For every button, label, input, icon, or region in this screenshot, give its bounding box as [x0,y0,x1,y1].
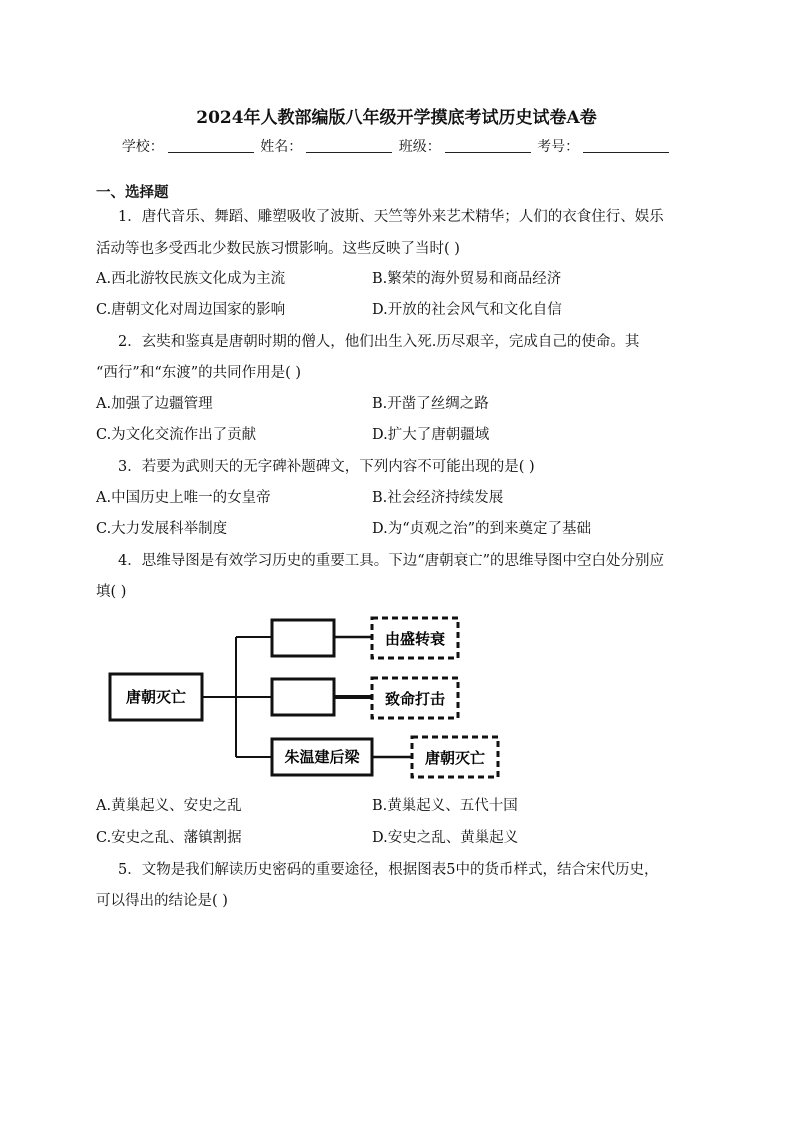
q4-option-a[interactable]: A.黄巢起义、安史之乱 [96,798,242,814]
q3-option-b[interactable]: B.社会经济持续发展 [372,490,504,506]
name-blank[interactable] [306,140,392,153]
student-info-row [0,136,793,156]
result-label-3: 唐朝灭亡 [424,749,486,767]
q2-option-b[interactable]: B.开凿了丝绸之路 [372,396,489,412]
result-label-2: 致命打击 [384,690,446,708]
q1-line1: 1．唐代音乐、舞蹈、雕塑吸收了波斯、天竺等外来艺术精华；人们的衣食住行、娱乐 [118,209,664,225]
q1-option-d[interactable]: D.开放的社会风气和文化自信 [372,302,562,318]
q3-line1: 3．若要为武则天的无字碑补题碑文，下列内容不可能出现的是( ) [118,459,535,475]
q2-option-c[interactable]: C.为文化交流作出了贡献 [96,427,257,443]
exam-title: 2024年人教部编版八年级开学摸底考试历史试卷A卷 [196,108,597,128]
q1-option-a[interactable]: A.西北游牧民族文化成为主流 [96,271,286,287]
blank-box-1 [272,620,334,656]
q2-option-a[interactable]: A.加强了边疆管理 [96,396,213,412]
root-label: 唐朝灭亡 [125,688,187,706]
number-blank[interactable] [583,140,669,153]
q4-option-c[interactable]: C.安史之乱、藩镇割据 [96,830,242,846]
class-blank[interactable] [445,140,531,153]
class-label: 班级： [398,139,441,155]
q3-option-a[interactable]: A.中国历史上唯一的女皇帝 [96,490,271,506]
q3-option-d[interactable]: D.为“贞观之治”的到来奠定了基础 [372,521,592,537]
blank-box-2 [272,679,334,715]
branch-label-3: 朱温建后梁 [284,748,360,766]
q4-line1: 4．思维导图是有效学习历史的重要工具。下边“唐朝衰亡”的思维导图中空白处分别应 [118,553,665,569]
q2-option-d[interactable]: D.扩大了唐朝疆域 [372,427,490,443]
number-label: 考号： [537,139,580,155]
school-label: 学校： [121,139,164,155]
mind-map-diagram [100,612,510,782]
q2-line2: “西行”和“东渡”的共同作用是( ) [96,365,302,381]
section-heading: 一、选择题 [96,185,169,201]
result-label-1: 由盛转衰 [384,630,446,648]
q4-option-b[interactable]: B.黄巢起义、五代十国 [372,798,518,814]
q5-line1: 5．文物是我们解读历史密码的重要途径，根据图表5中的货币样式，结合宋代历史， [118,862,659,878]
q1-option-b[interactable]: B.繁荣的海外贸易和商品经济 [372,271,562,287]
q1-line2: 活动等也多受西北少数民族习惯影响。这些反映了当时( ) [96,241,460,257]
q4-option-d[interactable]: D.安史之乱、黄巢起义 [372,830,519,846]
school-blank[interactable] [168,140,254,153]
q4-line2: 填( ) [96,584,127,600]
q5-line2: 可以得出的结论是( ) [96,893,228,909]
q1-option-c[interactable]: C.唐朝文化对周边国家的影响 [96,302,286,318]
name-label: 姓名： [260,139,303,155]
q3-option-c[interactable]: C.大力发展科举制度 [96,521,228,537]
q2-line1: 2．玄奘和鉴真是唐朝时期的僧人，他们出生入死.历尽艰辛，完成自己的使命。其 [118,334,640,350]
